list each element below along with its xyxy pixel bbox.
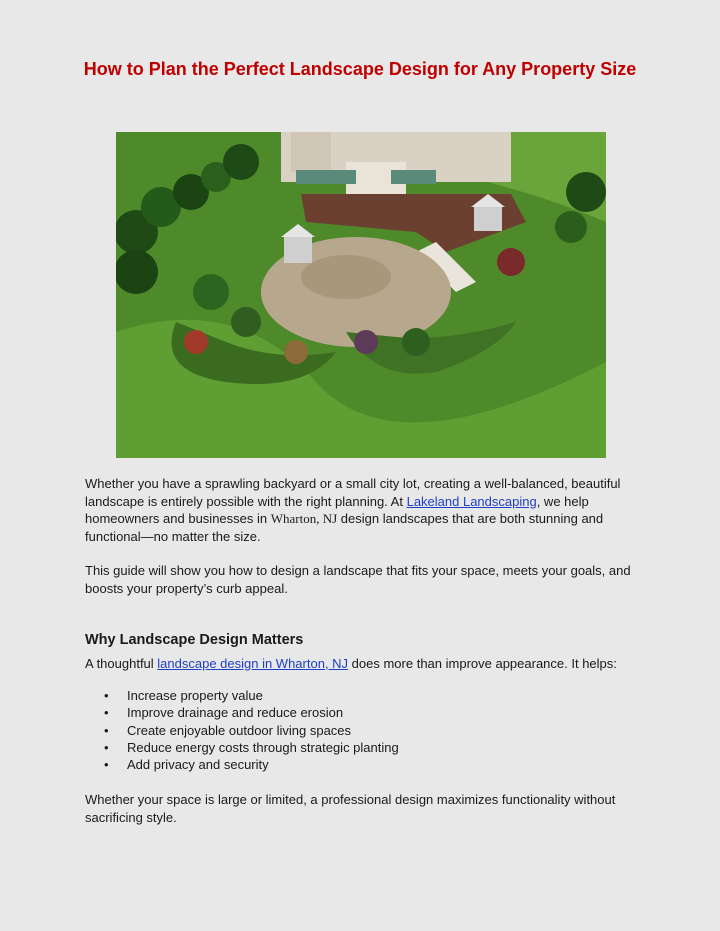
intro-paragraph: Whether you have a sprawling backyard or a small city lot, creating a well-balanced, beautiful landscape is entirely possible with the right planning. At Lakeland Landscaping, we help homeowners and businesses in Wharton, NJ design landscapes that are both stunning and functional—no matter the size. xyxy=(85,476,621,544)
guide-paragraph: This guide will show you how to design a landscape that fits your space, meets your goals, and boosts your property’s curb appeal. xyxy=(85,563,631,596)
closing-paragraph: Whether your space is large or limited, a professional design maximizes functionality without sacrificing style. xyxy=(85,792,616,825)
page-title: How to Plan the Perfect Landscape Design for Any Property Size xyxy=(83,59,637,79)
list-item: • Add privacy and security xyxy=(85,756,399,773)
benefits-list xyxy=(85,687,399,773)
list-item: • Create enjoyable outdoor living spaces xyxy=(85,722,399,739)
list-item: • Improve drainage and reduce erosion xyxy=(85,704,399,721)
list-item: • Reduce energy costs through strategic planting xyxy=(85,739,399,756)
landscape-design-wharton-link[interactable]: landscape design in Wharton, NJ xyxy=(157,656,349,671)
aerial-landscape-photo-icon xyxy=(116,132,606,458)
location-text: Wharton, NJ xyxy=(270,511,338,526)
lakeland-landscaping-link[interactable]: Lakeland Landscaping xyxy=(406,493,537,509)
list-item: • Increase property value xyxy=(85,687,399,704)
section-lead-paragraph: A thoughtful landscape design in Wharton, NJ does more than improve appearance. It helps: xyxy=(85,656,617,671)
section-heading: Why Landscape Design Matters xyxy=(85,632,304,648)
